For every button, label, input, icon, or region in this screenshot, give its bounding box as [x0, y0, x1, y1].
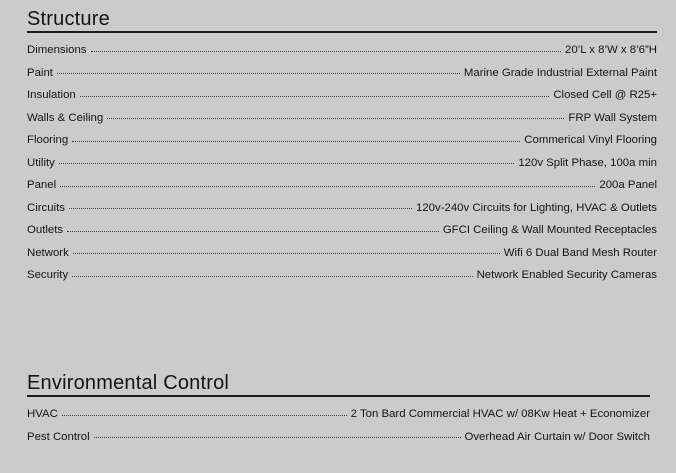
dot-leader: [72, 141, 520, 142]
spec-value: 120v Split Phase, 100a min: [518, 156, 657, 169]
spec-row: [27, 84, 657, 107]
spec-row: [27, 174, 657, 197]
dot-leader: [67, 231, 439, 232]
spec-row: [27, 264, 657, 287]
spec-label: HVAC: [27, 408, 58, 421]
dot-leader: [91, 51, 561, 52]
spec-label: Security: [27, 269, 69, 282]
spec-list: [27, 39, 657, 287]
spec-value: GFCI Ceiling & Wall Mounted Receptacles: [442, 224, 657, 237]
spec-row: [27, 197, 657, 220]
spec-value: Commerical Vinyl Flooring: [524, 134, 657, 147]
spec-value: Network Enabled Security Cameras: [476, 269, 657, 282]
spec-label: Flooring: [27, 134, 69, 147]
spec-label: Dimensions: [27, 44, 87, 57]
dot-leader: [57, 73, 460, 74]
section-divider: [27, 395, 650, 397]
section-title: Environmental Control: [27, 372, 230, 394]
spec-row: [27, 403, 650, 426]
spec-label: Outlets: [27, 224, 64, 237]
dot-leader: [80, 96, 550, 97]
section-title: Structure: [27, 8, 110, 30]
spec-label: Paint: [27, 66, 53, 79]
structure-section: [27, 8, 657, 287]
spec-label: Panel: [27, 179, 57, 192]
spec-value: Overhead Air Curtain w/ Door Switch: [464, 430, 650, 443]
spec-row: [27, 39, 657, 62]
spec-value: 20’L x 8’W x 8’6”H: [565, 44, 657, 57]
spec-label: Network: [27, 246, 69, 259]
dot-leader: [59, 163, 514, 164]
spec-row: [27, 242, 657, 265]
spec-value: Marine Grade Industrial External Paint: [463, 66, 657, 79]
dot-leader: [73, 253, 500, 254]
spec-value: Closed Cell @ R25+: [553, 89, 657, 102]
dot-leader: [69, 208, 412, 209]
dot-leader: [107, 118, 564, 119]
spec-label: Walls & Ceiling: [27, 111, 104, 124]
spec-value: 120v-240v Circuits for Lighting, HVAC & Outlets: [416, 201, 657, 214]
spec-row: [27, 62, 657, 85]
spec-row: [27, 426, 650, 449]
spec-row: [27, 129, 657, 152]
section-divider: [27, 31, 657, 33]
spec-value: 200a Panel: [599, 179, 657, 192]
spec-row: [27, 219, 657, 242]
spec-value: Wifi 6 Dual Band Mesh Router: [503, 246, 657, 259]
dot-leader: [94, 437, 461, 438]
spec-row: [27, 152, 657, 175]
spec-value: FRP Wall System: [568, 111, 657, 124]
spec-value: 2 Ton Bard Commercial HVAC w/ 08Kw Heat + Economizer: [350, 408, 650, 421]
dot-leader: [60, 186, 595, 187]
spec-row: [27, 107, 657, 130]
spec-label: Utility: [27, 156, 55, 169]
environmental-control-section: [27, 372, 650, 448]
dot-leader: [72, 276, 472, 277]
spec-label: Circuits: [27, 201, 65, 214]
spec-label: Pest Control: [27, 430, 90, 443]
spec-label: Insulation: [27, 89, 76, 102]
spec-list: [27, 403, 650, 448]
dot-leader: [62, 415, 347, 416]
